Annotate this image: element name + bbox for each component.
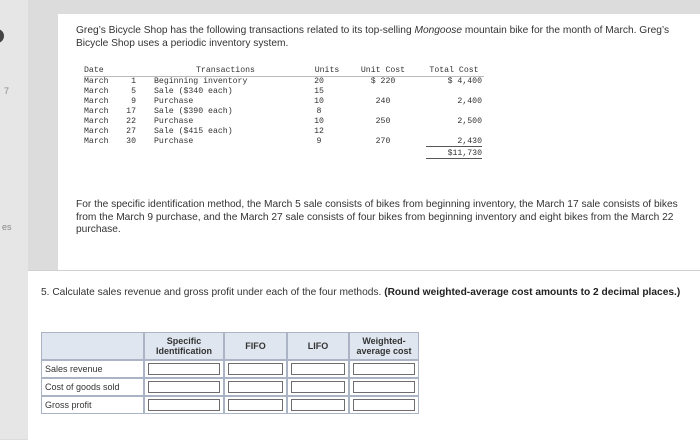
question-text: 5. Calculate sales revenue and gross profit under each of the four methods. (Round weighted-average cost amounts to 2 decimal places.) — [41, 287, 681, 298]
cell — [144, 396, 224, 414]
cell — [144, 378, 224, 396]
header-transactions: Transactions — [196, 66, 255, 75]
header-unit-cost: Unit Cost — [360, 66, 406, 75]
cell — [349, 378, 419, 396]
gross-profit-weighted-input[interactable] — [353, 399, 415, 411]
specific-identification-note: For the specific identification method, the March 5 sale consists of bikes from beginning inventory, the March 17 sale consists of bikes from the March 9 purchase, and the March 27 sale consists of four bikes from beginning inventory and eight bikes from the March 22 purchase. — [76, 199, 678, 235]
cell — [144, 360, 224, 378]
row-label-cogs: Cost of goods sold — [41, 378, 144, 396]
sales-revenue-lifo-input[interactable] — [291, 363, 345, 375]
cell — [349, 360, 419, 378]
col-header-specific: Specific Identification — [144, 332, 224, 360]
cell — [349, 396, 419, 414]
sales-revenue-weighted-input[interactable] — [353, 363, 415, 375]
side-mark-number: 7 — [4, 86, 10, 96]
header-blank-cell — [41, 332, 144, 360]
gross-profit-lifo-input[interactable] — [291, 399, 345, 411]
cogs-fifo-input[interactable] — [228, 381, 283, 393]
gross-profit-specific-input[interactable] — [148, 399, 220, 411]
row-label-gross-profit: Gross profit — [41, 396, 144, 414]
cell — [224, 396, 287, 414]
sales-revenue-specific-input[interactable] — [148, 363, 220, 375]
cell — [287, 378, 349, 396]
row-label-sales-revenue: Sales revenue — [41, 360, 144, 378]
header-rule — [84, 76, 484, 77]
col-header-fifo: FIFO — [224, 332, 287, 360]
cell — [224, 360, 287, 378]
cell — [287, 396, 349, 414]
header-date: Date — [84, 66, 104, 75]
cogs-specific-input[interactable] — [148, 381, 220, 393]
problem-intro: Greg’s Bicycle Shop has the following transactions related to its top-selling Mongoose mountain bike for the month of March. Greg’s Bicycle Shop uses a periodic inventory system. — [76, 25, 670, 49]
grand-total: $11,730 — [426, 149, 482, 159]
col-header-weighted: Weighted-average cost — [349, 332, 419, 360]
gross-profit-fifo-input[interactable] — [228, 399, 283, 411]
cell — [287, 360, 349, 378]
header-units: Units — [314, 66, 340, 75]
side-mark-text: es — [2, 222, 12, 232]
left-margin-strip — [0, 0, 28, 439]
cogs-lifo-input[interactable] — [291, 381, 345, 393]
cogs-weighted-input[interactable] — [353, 381, 415, 393]
scroll-indicator — [0, 29, 4, 43]
header-total-cost: Total Cost — [429, 66, 479, 75]
rounding-instruction: (Round weighted-average cost amounts to 2 decimal places.) — [384, 287, 681, 298]
cell — [224, 378, 287, 396]
sales-revenue-fifo-input[interactable] — [228, 363, 283, 375]
col-header-lifo: LIFO — [287, 332, 349, 360]
